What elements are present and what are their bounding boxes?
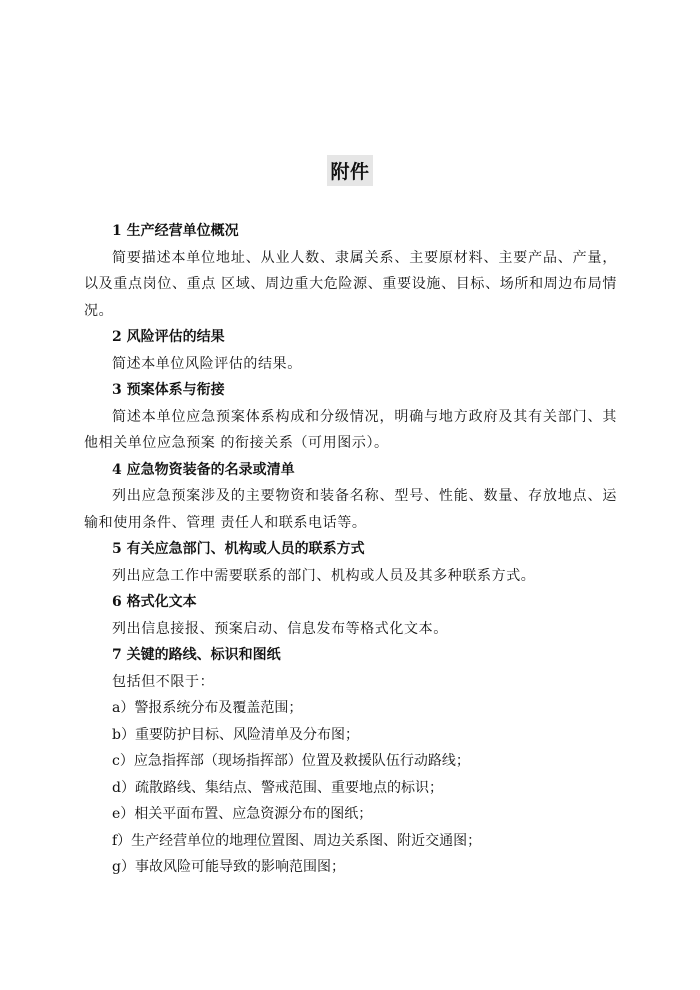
section-heading-3: 3 预案体系与衔接: [112, 382, 225, 398]
section-body-7: 包括但不限于：: [112, 673, 215, 690]
list-item: a）警报系统分布及覆盖范围；: [112, 700, 303, 716]
section-body-3: 简述本单位应急预案体系构成和分级情况，明确与地方政府及其有关部门、其他相关单位应急预案 的衔接关系（可用图示）。: [84, 408, 617, 451]
list-item: f）生产经营单位的地理位置图、周边关系图、附近交通图；: [112, 832, 482, 849]
list-item: g）事故风险可能导致的影响范围图；: [112, 859, 345, 875]
list-item: d）疏散路线、集结点、警戒范围、重要地点的标识；: [112, 779, 443, 796]
title-wrap: [0, 155, 700, 186]
section-body-6: 列出信息接报、预案启动、信息发布等格式化文本。: [112, 620, 448, 637]
section-body-5: 列出应急工作中需要联系的部门、机构或人员及其多种联系方式。: [112, 567, 536, 584]
section-heading-7: 7 关键的路线、标识和图纸: [112, 647, 281, 663]
page-title: 附件: [327, 155, 372, 186]
section-body-2: 简述本单位风险评估的结果。: [112, 355, 302, 372]
document-body: [84, 218, 617, 881]
list-item: b）重要防护目标、风险清单及分布图；: [112, 726, 359, 743]
section-heading-4: 4 应急物资装备的名录或清单: [112, 461, 295, 478]
section-body-1: 简要描述本单位地址、从业人数、隶属关系、主要原材料、主要产品、产量，以及重点岗位、重点 区域、周边重大危险源、重要设施、目标、场所和周边布局情况。: [84, 249, 617, 319]
list-item: c）应急指挥部（现场指挥部）位置及救援队伍行动路线；: [112, 753, 470, 769]
list-item: e）相关平面布置、应急资源分布的图纸；: [112, 806, 373, 822]
section-body-4: 列出应急预案涉及的主要物资和装备名称、型号、性能、数量、存放地点、运输和使用条件、管理 责任人和联系电话等。: [84, 488, 617, 531]
section-heading-5: 5 有关应急部门、机构或人员的联系方式: [112, 541, 365, 557]
section-heading-2: 2 风险评估的结果: [112, 329, 225, 345]
section-heading-1: 1 生产经营单位概况: [112, 223, 239, 239]
section-heading-6: 6 格式化文本: [112, 594, 197, 610]
